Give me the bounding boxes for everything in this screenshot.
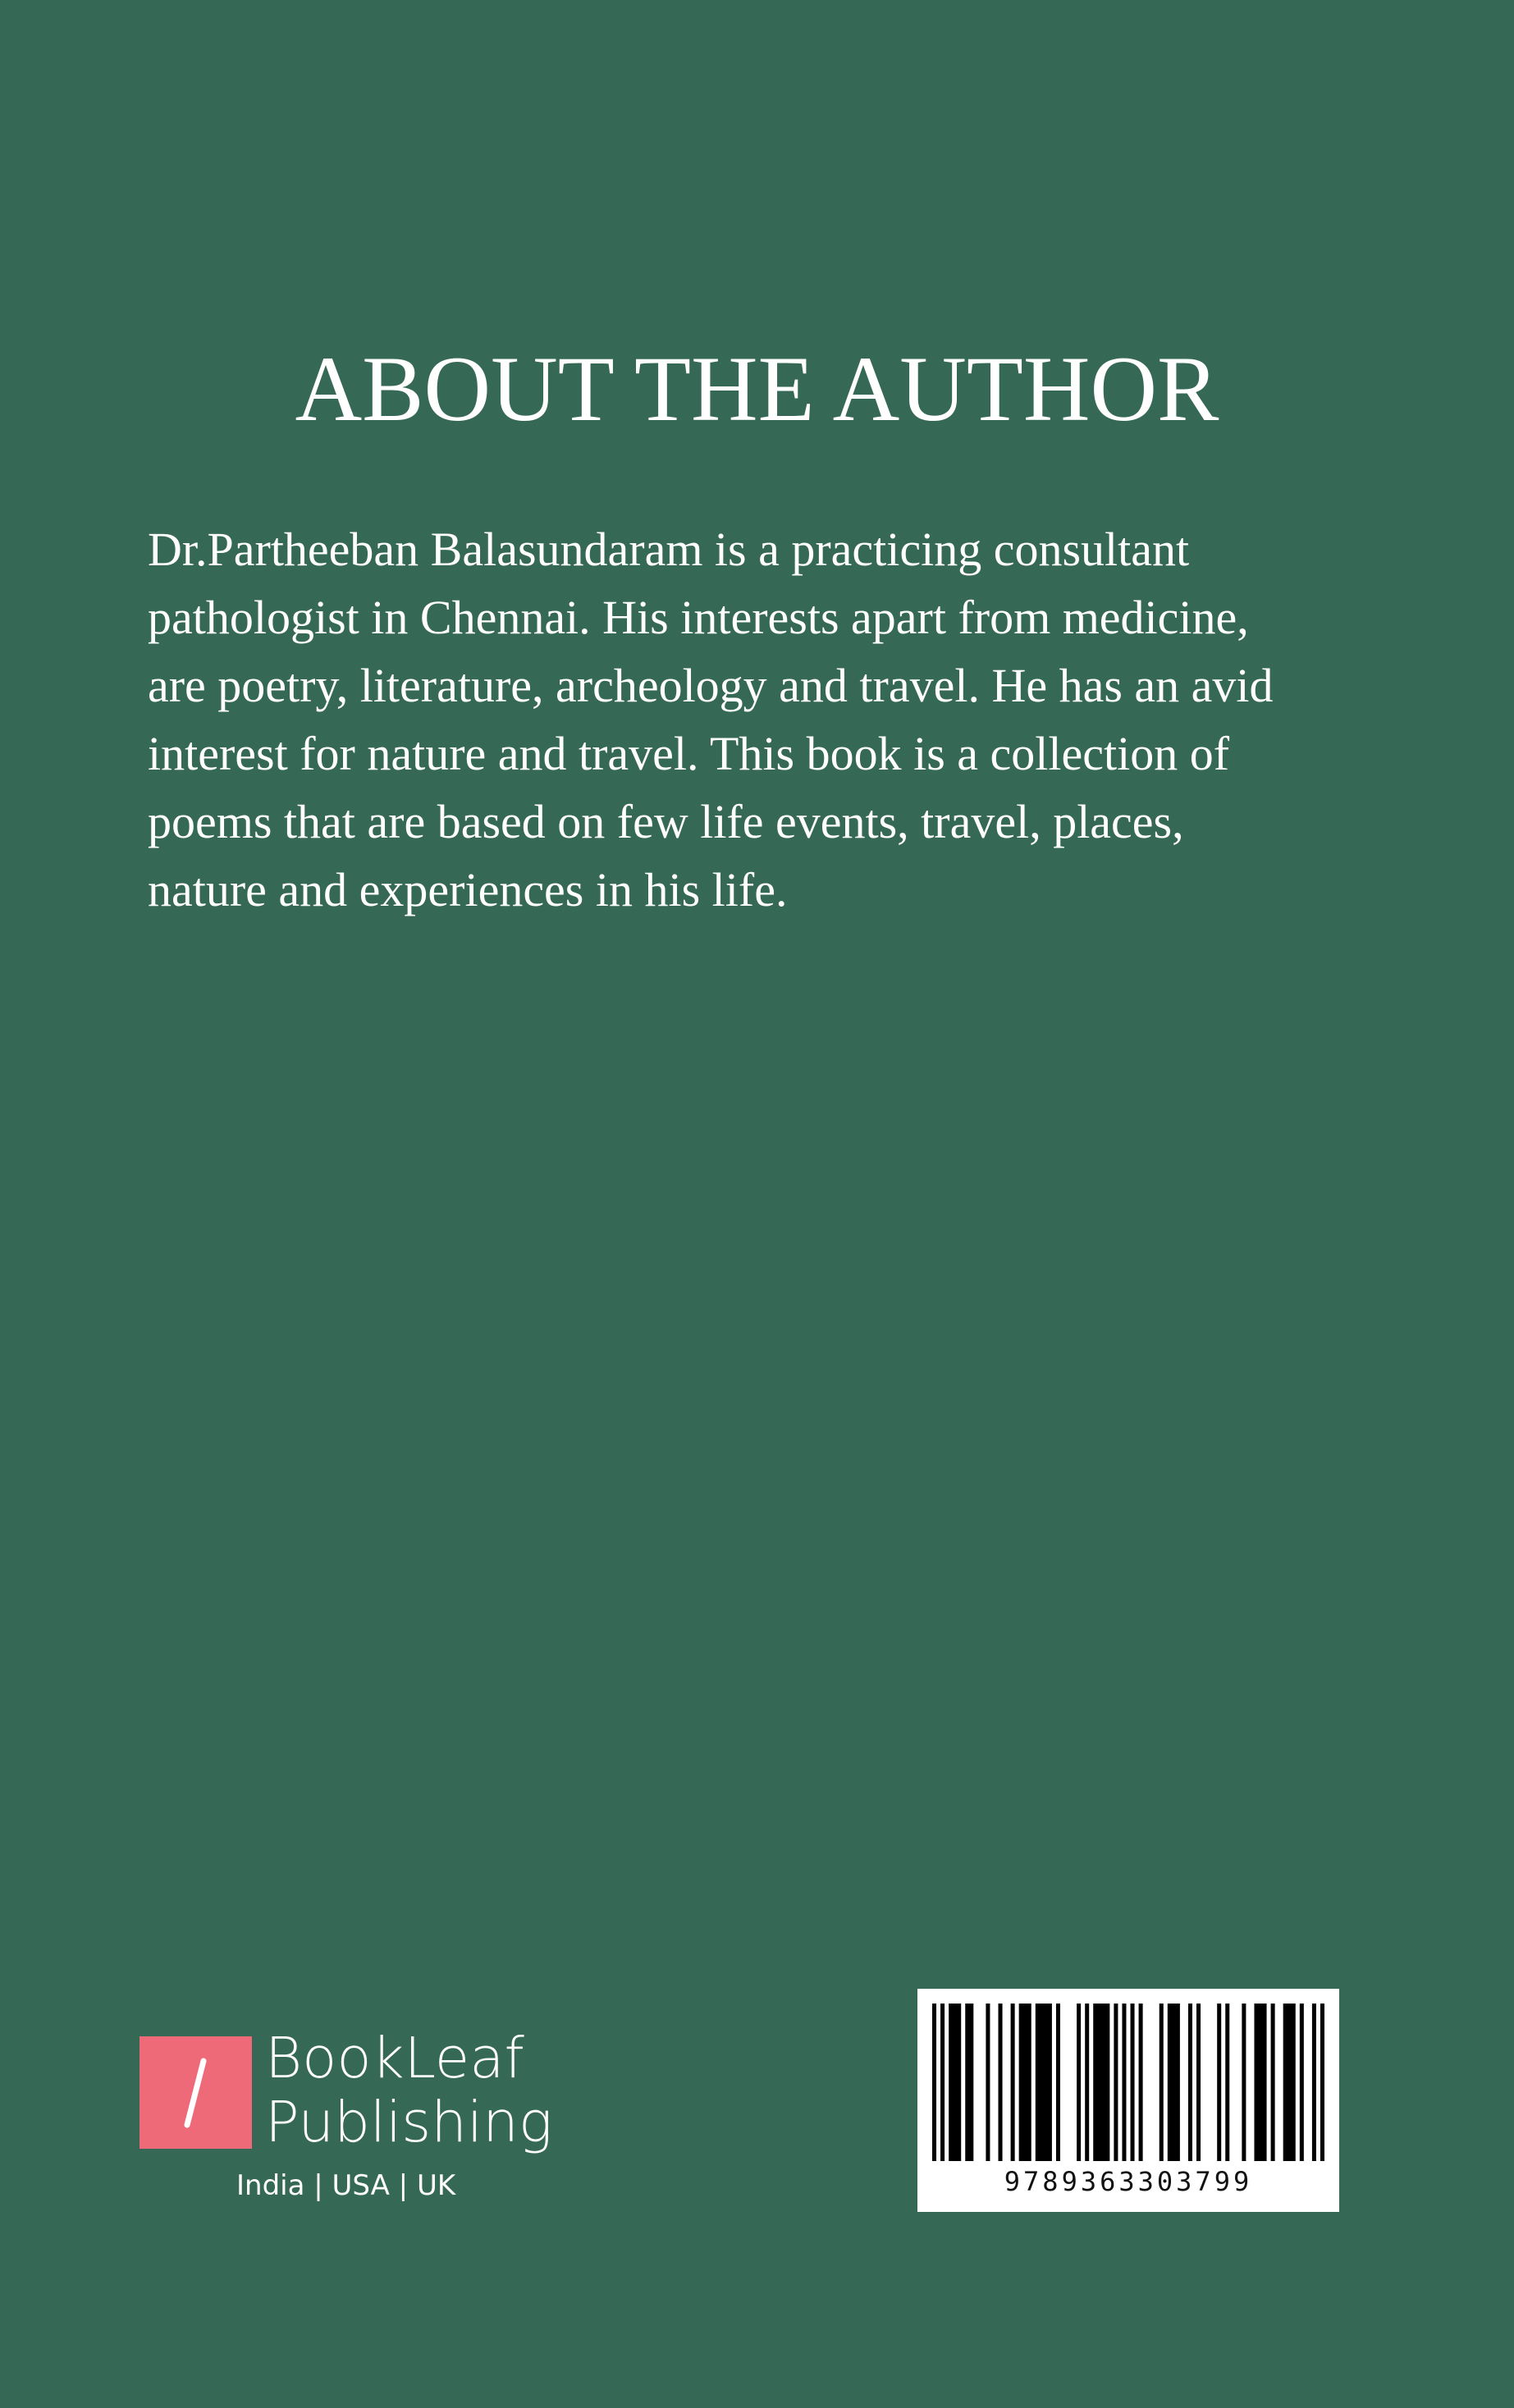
barcode-bar [1160, 2004, 1164, 2161]
barcode-bar [1019, 2004, 1031, 2161]
barcode-bar [1036, 2004, 1052, 2161]
barcode-bar [999, 2004, 1003, 2161]
barcode-bar [986, 2004, 990, 2161]
publisher-name [265, 2026, 552, 2154]
publisher-name-line1: BookLeaf [265, 2026, 524, 2091]
barcode-bar [1242, 2004, 1246, 2161]
about-author-heading: ABOUT THE AUTHOR [295, 338, 1219, 441]
publisher-logo [140, 2026, 566, 2215]
barcode-bar [1093, 2004, 1109, 2161]
barcode-bar [1168, 2004, 1180, 2161]
bio-line: poems that are based on few life events, travel, places, [148, 795, 1184, 848]
barcode-bar [1283, 2004, 1296, 2161]
barcode-bar [1085, 2004, 1089, 2161]
barcode-bar [1139, 2004, 1143, 2161]
publisher-name-line2: Publishing [265, 2090, 553, 2155]
barcode-bar [1011, 2004, 1015, 2161]
barcode-bar [1300, 2004, 1304, 2161]
publisher-regions: India | USA | UK [236, 2169, 456, 2202]
barcode-bar [1056, 2004, 1060, 2161]
bio-line: pathologist in Chennai. His interests apart from medicine, [148, 591, 1249, 644]
bio-line: interest for nature and travel. This book is a collection of [148, 727, 1230, 780]
bio-line: nature and experiences in his life. [148, 863, 788, 916]
barcode-bar [940, 2004, 945, 2161]
bio-line: are poetry, literature, archeology and travel. He has an avid [148, 659, 1274, 712]
slash-logo-icon [140, 2036, 252, 2149]
barcode-bar [1077, 2004, 1081, 2161]
barcode-bar [1312, 2004, 1316, 2161]
barcode-bar [949, 2004, 961, 2161]
barcode-bar [1196, 2004, 1201, 2161]
barcode-bar [1217, 2004, 1221, 2161]
barcode-bar [1254, 2004, 1266, 2161]
barcode-bar [1122, 2004, 1126, 2161]
barcode-bar [932, 2004, 936, 2161]
author-bio [148, 515, 1395, 924]
isbn-barcode [917, 1989, 1339, 2212]
barcode-bar [965, 2004, 973, 2161]
barcode-bar [1320, 2004, 1324, 2161]
barcode-bar [1225, 2004, 1229, 2161]
barcode-bars [932, 2004, 1324, 2161]
barcode-bar [1114, 2004, 1118, 2161]
barcode-bar [1188, 2004, 1192, 2161]
barcode-bar [1131, 2004, 1135, 2161]
bio-line: Dr.Partheeban Balasundaram is a practicing consultant [148, 523, 1190, 576]
barcode-bar [1271, 2004, 1275, 2161]
isbn-number: 9789363303799 [1004, 2166, 1253, 2197]
